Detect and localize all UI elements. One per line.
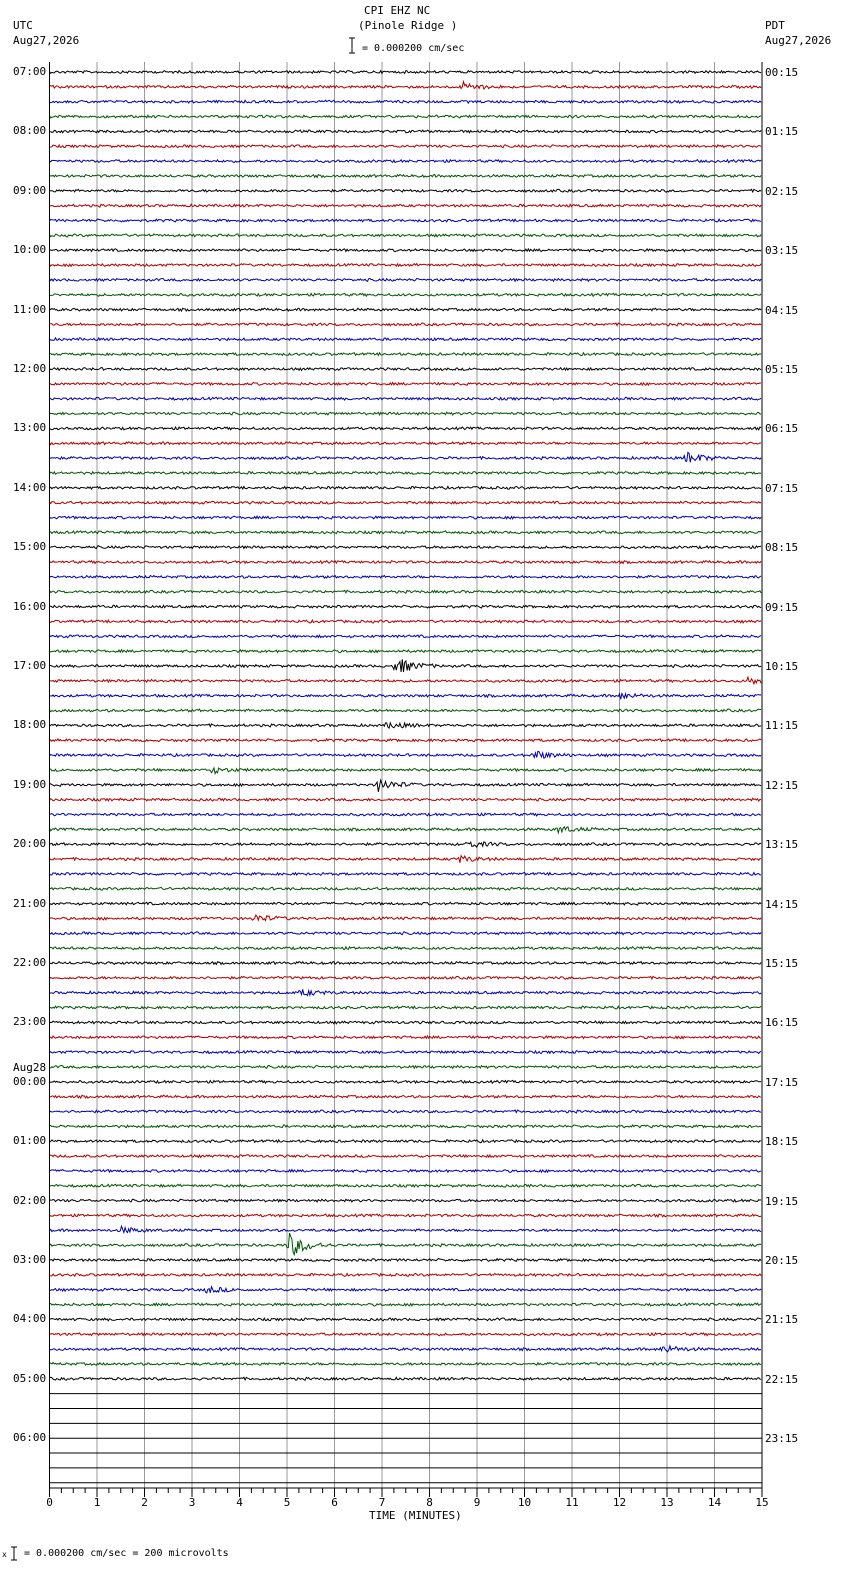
x-tick-label: 12 [612,1496,627,1509]
utc-hour-label: 01:00 [13,1134,47,1148]
seismic-trace [50,827,762,833]
seismic-trace [50,620,762,623]
seismic-trace [50,947,762,950]
seismic-trace [50,659,762,672]
utc-hour-label: 23:00 [13,1015,47,1029]
pdt-hour-label: 13:15 [765,838,799,852]
seismic-trace [50,976,762,979]
seismic-trace [50,1080,762,1083]
seismic-trace [50,1110,762,1113]
right-timezone: PDT [765,19,785,32]
seismic-trace [50,145,762,148]
seismic-trace [50,546,762,549]
seismic-trace [50,412,762,415]
seismic-trace [50,813,762,816]
trace-area [50,71,763,1483]
seismic-trace [50,249,762,252]
seismic-trace [50,204,762,207]
seismic-trace [50,160,762,163]
pdt-hour-label: 06:15 [765,422,799,436]
seismic-trace [50,1362,762,1365]
seismic-trace [50,338,762,341]
seismic-trace [50,677,762,684]
seismic-trace [50,427,762,430]
seismic-trace [50,115,762,118]
seismic-trace [50,989,762,995]
seismic-trace [50,887,762,890]
x-tick-label: 1 [93,1496,101,1509]
time-axis [50,1488,763,1497]
seismic-trace [50,575,762,578]
seismic-trace [50,1036,762,1039]
seismic-trace [50,1125,762,1128]
seismic-trace [50,531,762,534]
utc-hour-label: 16:00 [13,599,47,613]
x-tick-label: 10 [517,1496,532,1509]
seismic-trace [50,234,762,237]
x-tick-label: 2 [141,1496,148,1509]
footer-scale-note: = 0.000200 cm/sec = 200 microvolts [24,1548,229,1559]
seismic-trace [50,472,762,475]
x-tick-label: 15 [755,1496,769,1509]
footer-scale-bar-icon [11,1547,17,1560]
pdt-hour-label: 15:15 [765,957,799,970]
utc-hour-label: 00:00 [13,1074,47,1088]
utc-hour-label: 17:00 [13,659,47,672]
utc-hour-label: 13:00 [13,421,47,435]
pdt-hour-label: 10:15 [765,660,799,673]
seismic-trace [50,308,762,311]
seismic-trace [50,768,762,774]
seismic-trace [50,1021,762,1024]
seismic-trace [50,780,762,792]
seismic-trace [50,397,762,400]
utc-hour-label: 02:00 [13,1193,47,1207]
seismic-trace [50,1140,762,1143]
utc-hour-label: 15:00 [13,540,47,554]
utc-hour-label: 07:00 [13,65,47,78]
seismic-trace [50,1259,762,1262]
seismic-trace [50,1214,762,1217]
seismic-trace [50,323,762,326]
x-tick-label: 0 [46,1496,53,1509]
seismic-trace [50,516,762,519]
x-axis-label: TIME (MINUTES) [369,1509,462,1522]
seismic-trace [50,932,762,935]
pdt-hour-label: 07:15 [765,481,799,495]
seismic-trace [50,751,762,758]
utc-hour-label: 11:00 [13,302,47,316]
left-timezone: UTC [13,19,33,32]
seismic-trace [50,709,762,712]
pdt-hour-label: 22:15 [765,1372,799,1386]
pdt-hour-label: 01:15 [765,125,799,139]
utc-hour-label: 09:00 [13,183,47,197]
utc-hour-label: 18:00 [13,718,47,732]
seismic-trace [50,264,762,267]
utc-hour-label: 22:00 [13,956,47,969]
pdt-hour-label: 20:15 [765,1254,799,1267]
utc-hour-label: 14:00 [13,480,47,494]
utc-hour-label: 21:00 [13,896,47,910]
seismic-trace [50,635,762,638]
seismic-trace [50,293,762,296]
utc-hour-label: 05:00 [13,1371,47,1385]
x-tick-label: 4 [236,1496,243,1509]
seismic-trace [50,100,762,103]
seismic-trace [50,486,762,489]
utc-hour-label: 04:00 [13,1312,47,1326]
seismic-trace [50,1155,762,1158]
seismic-trace [50,693,762,699]
utc-hour-label: 19:00 [13,777,47,791]
seismic-trace [50,1226,762,1232]
seismic-trace [50,501,762,504]
x-tick-label: 3 [188,1496,196,1509]
date-change-label: Aug28 [13,1060,47,1074]
seismic-trace [50,873,762,876]
pdt-hour-label: 09:15 [765,600,799,614]
seismic-trace [50,1333,762,1336]
pdt-hour-label: 12:15 [765,778,799,792]
seismic-trace [50,723,762,728]
seismic-trace [50,382,762,385]
utc-hour-label: 20:00 [13,837,47,851]
seismic-trace [50,130,762,133]
pdt-hour-label: 08:15 [765,541,799,555]
seismic-trace [50,842,762,847]
seismic-trace [50,1170,762,1173]
seismic-trace [50,1233,762,1255]
pdt-hour-label: 19:15 [765,1194,799,1208]
seismic-trace [50,798,762,801]
x-tick-label: 14 [707,1496,722,1509]
x-tick-label: 5 [283,1496,291,1509]
seismic-trace [50,1184,762,1187]
seismic-trace [50,739,762,742]
pdt-hour-label: 11:15 [765,719,799,733]
scale-label: = 0.000200 cm/sec [362,43,465,54]
seismic-trace [50,189,762,192]
pdt-hour-label: 18:15 [765,1135,799,1149]
utc-hour-label: 03:00 [13,1253,47,1266]
footer-marker: x [2,1550,7,1559]
seismic-trace [50,915,762,920]
seismic-trace [50,561,762,564]
x-tick-label: 8 [426,1496,433,1509]
utc-hour-label: 12:00 [13,362,47,375]
seismic-trace [50,1006,762,1009]
pdt-hour-label: 23:15 [765,1432,799,1446]
seismic-trace [50,442,762,445]
pdt-hour-label: 14:15 [765,897,799,911]
right-date: Aug27,2026 [765,34,832,47]
seismic-trace [50,1287,762,1293]
site-name: (Pinole Ridge ) [358,19,458,32]
x-tick-label: 6 [331,1496,338,1509]
x-tick-label: 13 [660,1496,674,1509]
pdt-hour-label: 21:15 [765,1313,799,1327]
seismic-trace [50,1051,762,1054]
seismic-trace [50,856,762,863]
seismic-trace [50,1199,762,1202]
seismic-trace [50,1095,762,1098]
seismic-trace [50,279,762,282]
pdt-hour-label: 04:15 [765,303,799,317]
seismic-trace [50,902,762,905]
seismic-trace [50,962,762,965]
seismic-trace [50,1318,762,1321]
seismic-trace [50,650,762,653]
seismic-trace [50,605,762,608]
pdt-hour-label: 16:15 [765,1016,799,1030]
seismic-trace [50,353,762,356]
seismic-trace [50,1303,762,1306]
pdt-hour-label: 17:15 [765,1075,799,1089]
seismic-trace [50,174,762,177]
pdt-hour-label: 02:15 [765,184,799,198]
station-title: CPI EHZ NC [364,4,431,17]
seismic-trace [50,1346,762,1352]
seismic-trace [50,368,762,371]
seismic-trace [50,590,762,593]
seismic-trace [50,219,762,222]
seismic-trace [50,82,762,89]
x-tick-label: 7 [378,1496,386,1509]
utc-hour-label: 06:00 [13,1431,47,1445]
pdt-hour-label: 05:15 [765,363,799,376]
seismic-trace [50,452,762,462]
seismic-trace [50,71,762,74]
x-tick-label: 11 [565,1496,579,1509]
seismic-trace [50,1066,762,1069]
left-date: Aug27,2026 [13,34,80,47]
utc-hour-label: 08:00 [13,124,47,138]
seismic-trace [50,1273,762,1276]
pdt-hour-label: 00:15 [765,66,799,79]
pdt-hour-label: 03:15 [765,244,799,258]
x-tick-label: 9 [473,1496,481,1509]
scale-bar-icon [349,38,355,53]
seismic-trace [50,1377,762,1380]
utc-hour-label: 10:00 [13,243,47,257]
